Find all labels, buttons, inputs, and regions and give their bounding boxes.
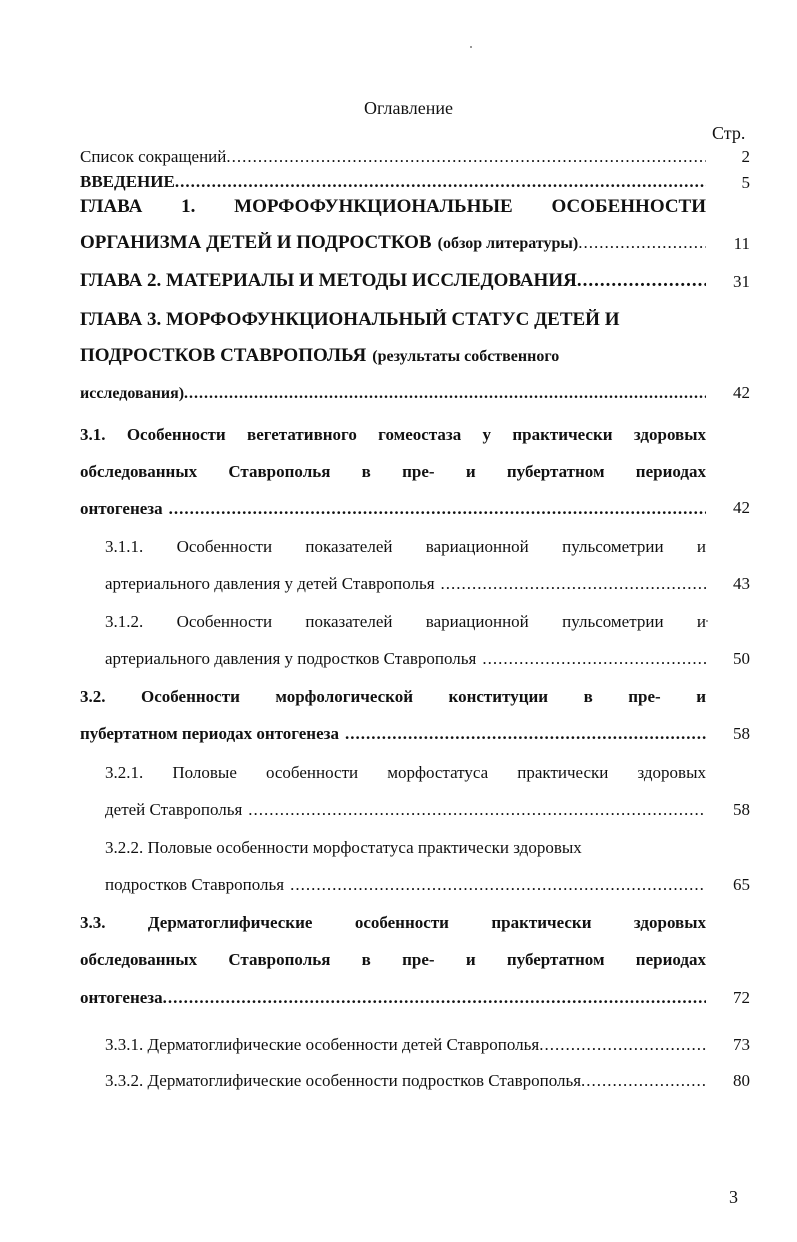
leader-dots [441, 574, 706, 594]
toc-line: ГЛАВА 1. МОРФОФУНКЦИОНАЛЬНЫЕ ОСОБЕННОСТИ [80, 196, 706, 217]
toc-line [80, 988, 706, 1008]
toc-page-number: 2 [741, 147, 750, 166]
leader-dots [184, 385, 706, 403]
leader-dots [539, 1035, 706, 1055]
toc-line [80, 232, 706, 254]
toc-line [80, 345, 706, 367]
toc-line: 3.2.2. Половые особенности морфостатуса практически здоровых [105, 838, 582, 857]
toc-page-number: 80 [733, 1071, 750, 1090]
toc-line: 3.1.1. Особенности показателей вариационной пульсометрии и [105, 537, 706, 556]
toc-text: онтогенеза [80, 988, 163, 1007]
toc-line [80, 385, 706, 403]
toc-page-number: 72 [733, 988, 750, 1007]
toc-line [105, 875, 706, 895]
toc-page-number: 50 [733, 649, 750, 668]
toc-text: подростков Ставрополья [105, 875, 285, 894]
toc-line [80, 724, 706, 744]
toc-entry-section-3-1-2[interactable] [105, 612, 706, 674]
toc-text: онтогенеза [80, 499, 163, 518]
toc-page-number: 5 [741, 173, 750, 192]
page-column-label: Стр. [712, 123, 746, 143]
toc-line: ГЛАВА 3. МОРФОФУНКЦИОНАЛЬНЫЙ СТАТУС ДЕТЕЙ И [80, 309, 620, 330]
leader-dots [577, 270, 706, 292]
toc-text: Список сокращений [80, 147, 227, 166]
leader-dots [169, 499, 706, 519]
toc-line: обследованных Ставрополья в пре- и пубертатном периодах [80, 462, 706, 481]
leader-dots [248, 800, 706, 820]
toc-text: ВВЕДЕНИЕ [80, 172, 175, 191]
toc-line: 3.1.2. Особенности показателей вариационной пульсометрии и [105, 612, 706, 631]
toc-text: артериального давления у детей Ставрополья [105, 574, 435, 593]
toc-text: ПОДРОСТКОВ СТАВРОПОЛЬЯ [80, 345, 367, 366]
toc-entry-chapter-3[interactable] [80, 309, 706, 409]
toc-entry-abbreviations[interactable] [80, 147, 706, 171]
toc-text: ОРГАНИЗМА ДЕТЕЙ И ПОДРОСТКОВ [80, 232, 432, 253]
toc-page-number: 58 [733, 724, 750, 743]
toc-line [80, 270, 706, 292]
toc-line [80, 172, 706, 192]
leader-dots [581, 1071, 706, 1091]
toc-entry-section-3-1[interactable] [80, 425, 706, 525]
toc-line [80, 147, 706, 167]
toc-page-number: 42 [733, 383, 750, 402]
toc-line: 3.3. Дерматоглифические особенности практически здоровых [80, 913, 706, 932]
leader-dots [482, 649, 706, 669]
toc-text: 3.3.1. Дерматоглифические особенности детей Ставрополья [105, 1035, 540, 1054]
toc-entry-introduction[interactable] [80, 172, 706, 196]
toc-text: (результаты собственного [372, 348, 560, 365]
toc-text: ГЛАВА 2. МАТЕРИАЛЫ И МЕТОДЫ ИССЛЕДОВАНИЯ [80, 270, 577, 291]
toc-entry-section-3-3[interactable] [80, 913, 706, 1013]
leader-dots [345, 724, 706, 744]
leader-dots [290, 875, 706, 895]
toc-entry-chapter-1[interactable] [80, 196, 706, 266]
toc-line: 3.1. Особенности вегетативного гомеостаза у практически здоровых [80, 425, 706, 444]
scan-speck [706, 620, 708, 622]
toc-title: Оглавление [364, 98, 453, 118]
toc-line: 3.2.1. Половые особенности морфостатуса практически здоровых [105, 763, 706, 782]
leader-dots [175, 172, 706, 192]
toc-entry-section-3-2[interactable] [80, 687, 706, 749]
leader-dots [226, 147, 706, 167]
toc-page-number: 43 [733, 574, 750, 593]
toc-line [105, 800, 706, 820]
leader-dots [163, 988, 706, 1008]
toc-line [105, 1035, 706, 1055]
toc-text: детей Ставрополья [105, 800, 243, 819]
toc-entry-chapter-2[interactable] [80, 270, 706, 296]
toc-entry-section-3-3-2[interactable] [105, 1071, 706, 1095]
toc-entry-section-3-1-1[interactable] [105, 537, 706, 599]
toc-text: пубертатном периодах онтогенеза [80, 724, 339, 743]
toc-line: 3.2. Особенности морфологической конституции в пре- и [80, 687, 706, 706]
toc-line [105, 649, 706, 669]
toc-page-number: 42 [733, 498, 750, 517]
toc-page-number: 58 [733, 800, 750, 819]
toc-text: исследования) [80, 385, 185, 402]
toc-text: 3.3.2. Дерматоглифические особенности подростков Ставрополья [105, 1071, 582, 1090]
toc-line [105, 1071, 706, 1091]
toc-page-number: 65 [733, 875, 750, 894]
toc-text: (обзор литературы) [437, 235, 579, 252]
scan-speck [470, 46, 472, 48]
leader-dots [578, 233, 706, 253]
page-number: 3 [729, 1187, 738, 1207]
toc-line [80, 499, 706, 519]
toc-line [105, 574, 706, 594]
toc-page-number: 31 [733, 272, 750, 291]
toc-text: артериального давления у подростков Ставрополья [105, 649, 477, 668]
toc-line: обследованных Ставрополья в пре- и пубертатном периодах [80, 950, 706, 969]
toc-page-number: 73 [733, 1035, 750, 1054]
toc-page-number: 11 [733, 234, 750, 253]
toc-entry-section-3-2-1[interactable] [105, 763, 706, 825]
toc-entry-section-3-3-1[interactable] [105, 1035, 706, 1059]
toc-entry-section-3-2-2[interactable] [105, 838, 706, 900]
